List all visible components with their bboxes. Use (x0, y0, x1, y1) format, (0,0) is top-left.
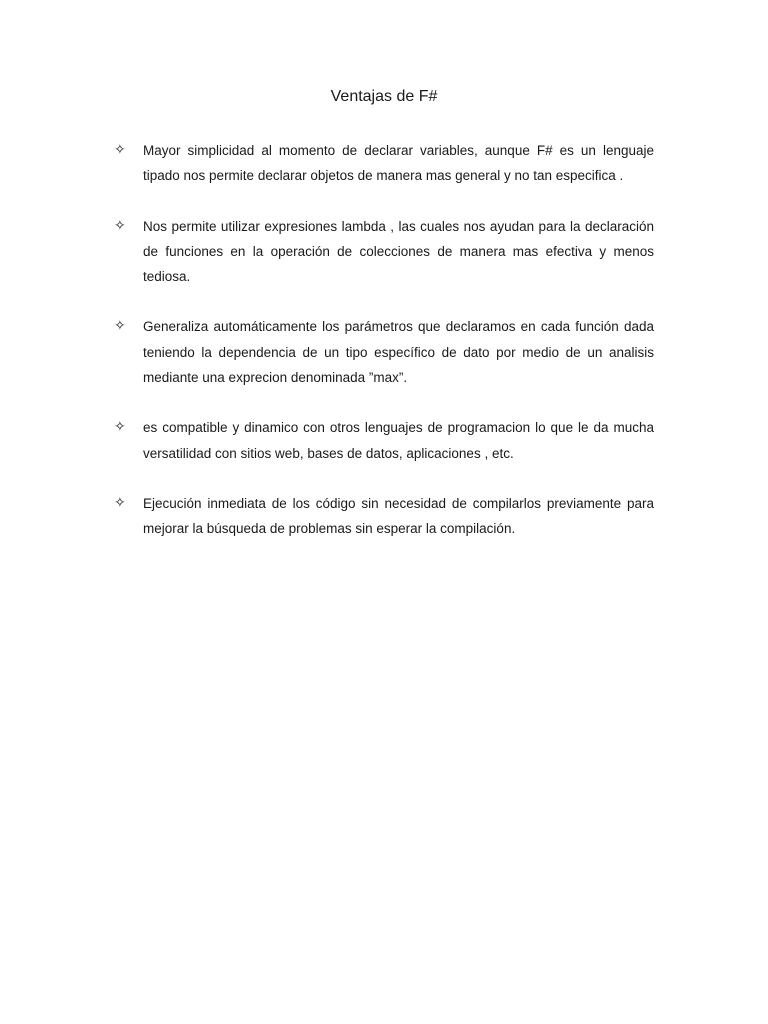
list-item-text: Ejecución inmediata de los código sin necesidad de compilarlos previamente para mejorar la búsqueda de problemas sin esperar la compilación. (143, 495, 654, 537)
list-item (114, 138, 654, 189)
four-point-star-outline-icon: ✧ (114, 217, 126, 234)
page-title: Ventajas de F# (330, 88, 438, 105)
list-item (114, 491, 654, 542)
list-item-text: es compatible y dinamico con otros lenguajes de programacion lo que le da mucha versatilidad con sitios web, bases de datos, aplicaciones , etc. (143, 420, 654, 461)
four-point-star-outline-icon: ✧ (114, 318, 126, 335)
list-item (114, 214, 654, 290)
four-point-star-outline-icon: ✧ (114, 494, 126, 511)
four-point-star-outline-icon: ✧ (114, 142, 126, 158)
list-item-text: Mayor simplicidad al momento de declarar variables, aunque F# es un lenguaje tipado nos permite declarar objetos de manera mas general y no tan especifica . (143, 143, 654, 184)
list-item (114, 314, 654, 390)
four-point-star-outline-icon: ✧ (114, 419, 126, 436)
list-item (114, 415, 654, 466)
advantages-list (114, 138, 654, 567)
list-item-text: Nos permite utilizar expresiones lambda , las cuales nos ayudan para la declaración de funciones en la operación de colecciones de manera mas efectiva y menos tediosa. (143, 218, 654, 285)
list-item-text: Generaliza automáticamente los parámetros que declaramos en cada función dada teniendo la dependencia de un tipo específico de dato por medio de un analisis mediante una exprecion denominada ”max”. (143, 319, 654, 386)
